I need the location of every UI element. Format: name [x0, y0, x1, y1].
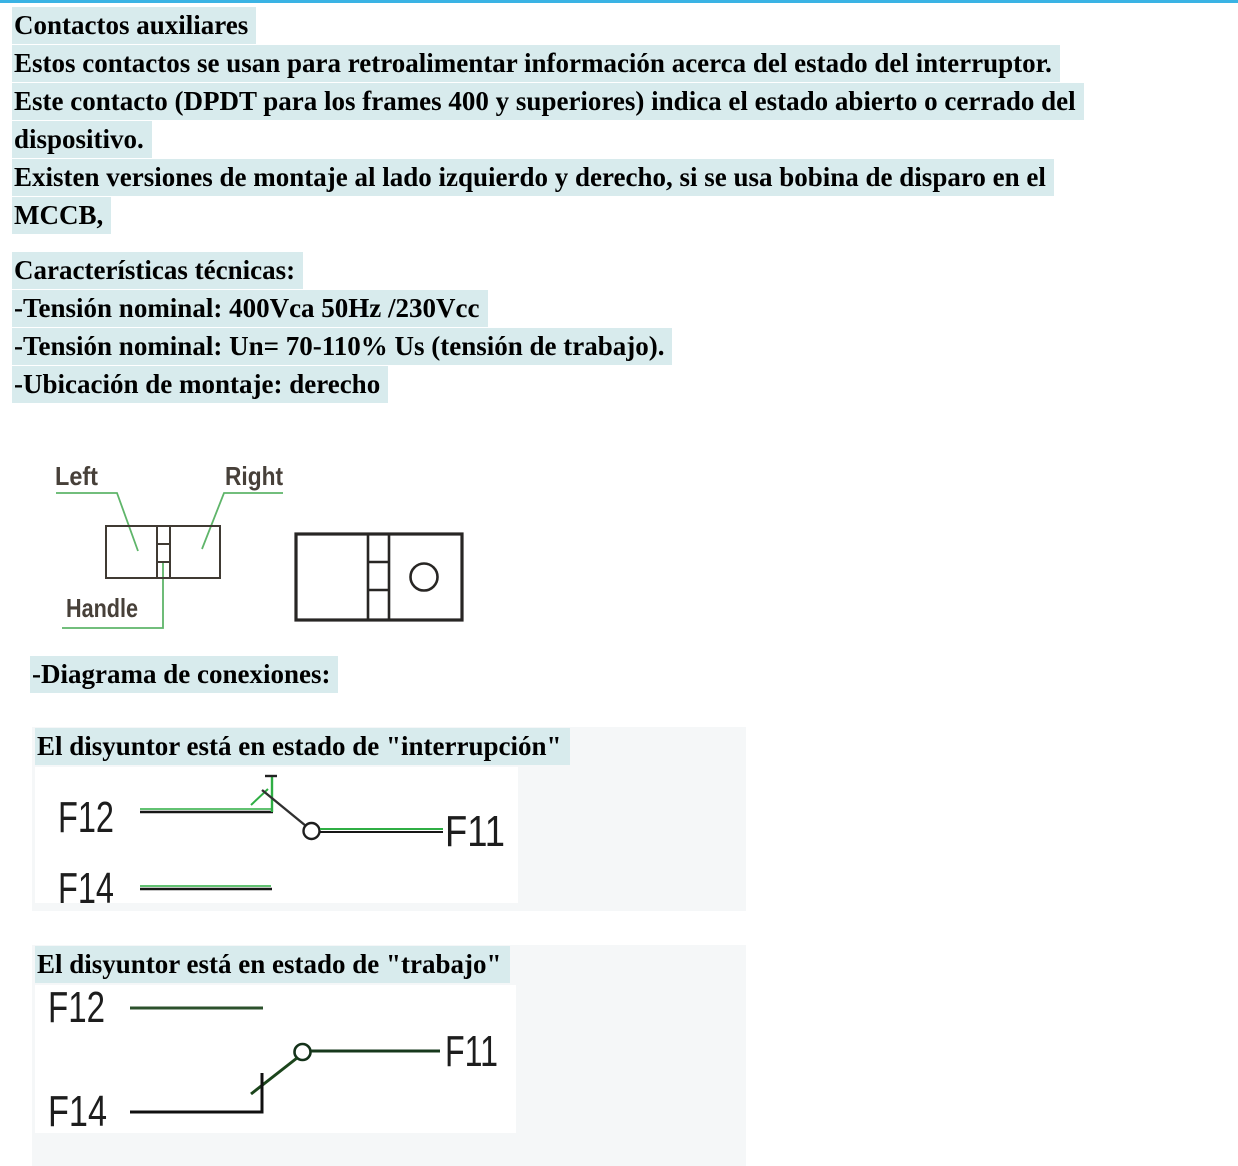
highlighted-text: El disyuntor está en estado de "trabajo" [35, 946, 510, 983]
top-accent-bar [0, 0, 1238, 3]
specs-line-range [12, 327, 672, 365]
mounting-hole-circle [411, 564, 438, 591]
highlighted-text: MCCB, [12, 197, 111, 234]
highlighted-text: Existen versiones de montaje al lado izquierdo y derecho, si se usa bobina de disparo en el [12, 159, 1054, 196]
circuit-diagram-interrupcion [35, 767, 518, 903]
switch-blade [251, 1058, 297, 1094]
highlighted-text: -Ubicación de montaje: derecho [12, 366, 388, 403]
specs-title [12, 251, 672, 289]
highlighted-text: -Tensión nominal: 400Vca 50Hz /230Vcc [12, 290, 488, 327]
left-leader-line [56, 493, 138, 551]
highlighted-text: Características técnicas: [12, 252, 303, 289]
terminal-f12-label: F12 [58, 793, 114, 842]
circuit-box-trabajo [35, 985, 516, 1133]
highlighted-text: Contactos auxiliares [12, 7, 256, 44]
highlighted-text: -Diagrama de conexiones: [30, 656, 338, 693]
terminal-f11-label: F11 [445, 1027, 498, 1076]
terminal-f11-label: F11 [445, 807, 505, 856]
pivot-contact-circle [304, 823, 320, 839]
intro-line-6 [12, 196, 1084, 234]
connections-heading-block [30, 655, 338, 693]
intro-paragraph [12, 6, 1084, 234]
switch-blade [262, 790, 306, 826]
specs-paragraph [12, 251, 672, 403]
intro-line-1 [12, 6, 1084, 44]
highlighted-text: -Tensión nominal: Un= 70-110% Us (tensión de trabajo). [12, 328, 672, 365]
highlighted-text: El disyuntor está en estado de "interrupción" [35, 728, 570, 765]
highlighted-text: Este contacto (DPDT para los frames 400 y superiores) indica el estado abierto o cerrado del [12, 83, 1084, 120]
state-title-trabajo [35, 947, 510, 981]
left-label: Left [55, 461, 99, 491]
terminal-f12-label: F12 [48, 985, 105, 1032]
connections-heading-line [30, 655, 338, 693]
right-leader-line [202, 493, 283, 549]
handle-label: Handle [66, 593, 138, 623]
highlighted-text: Estos contactos se usan para retroalimentar información acerca del estado del interruptor. [12, 45, 1060, 82]
specs-line-mounting [12, 365, 672, 403]
state-panel-trabajo [32, 945, 746, 1166]
circuit-box-interrupcion [35, 767, 518, 903]
highlighted-text: dispositivo. [12, 121, 152, 158]
mounting-position-diagram [30, 450, 480, 650]
intro-line-2 [12, 44, 1084, 82]
state-title-interrupcion [35, 729, 570, 763]
terminal-f14-label: F14 [48, 1087, 107, 1133]
specs-line-voltage [12, 289, 672, 327]
right-label: Right [225, 461, 284, 491]
state-panel-interrupcion [32, 727, 746, 911]
intro-line-5 [12, 158, 1084, 196]
circuit-diagram-trabajo [35, 985, 516, 1133]
terminal-f14-label: F14 [58, 864, 114, 903]
intro-line-4 [12, 120, 1084, 158]
intro-line-3 [12, 82, 1084, 120]
pivot-contact-circle [295, 1044, 311, 1060]
